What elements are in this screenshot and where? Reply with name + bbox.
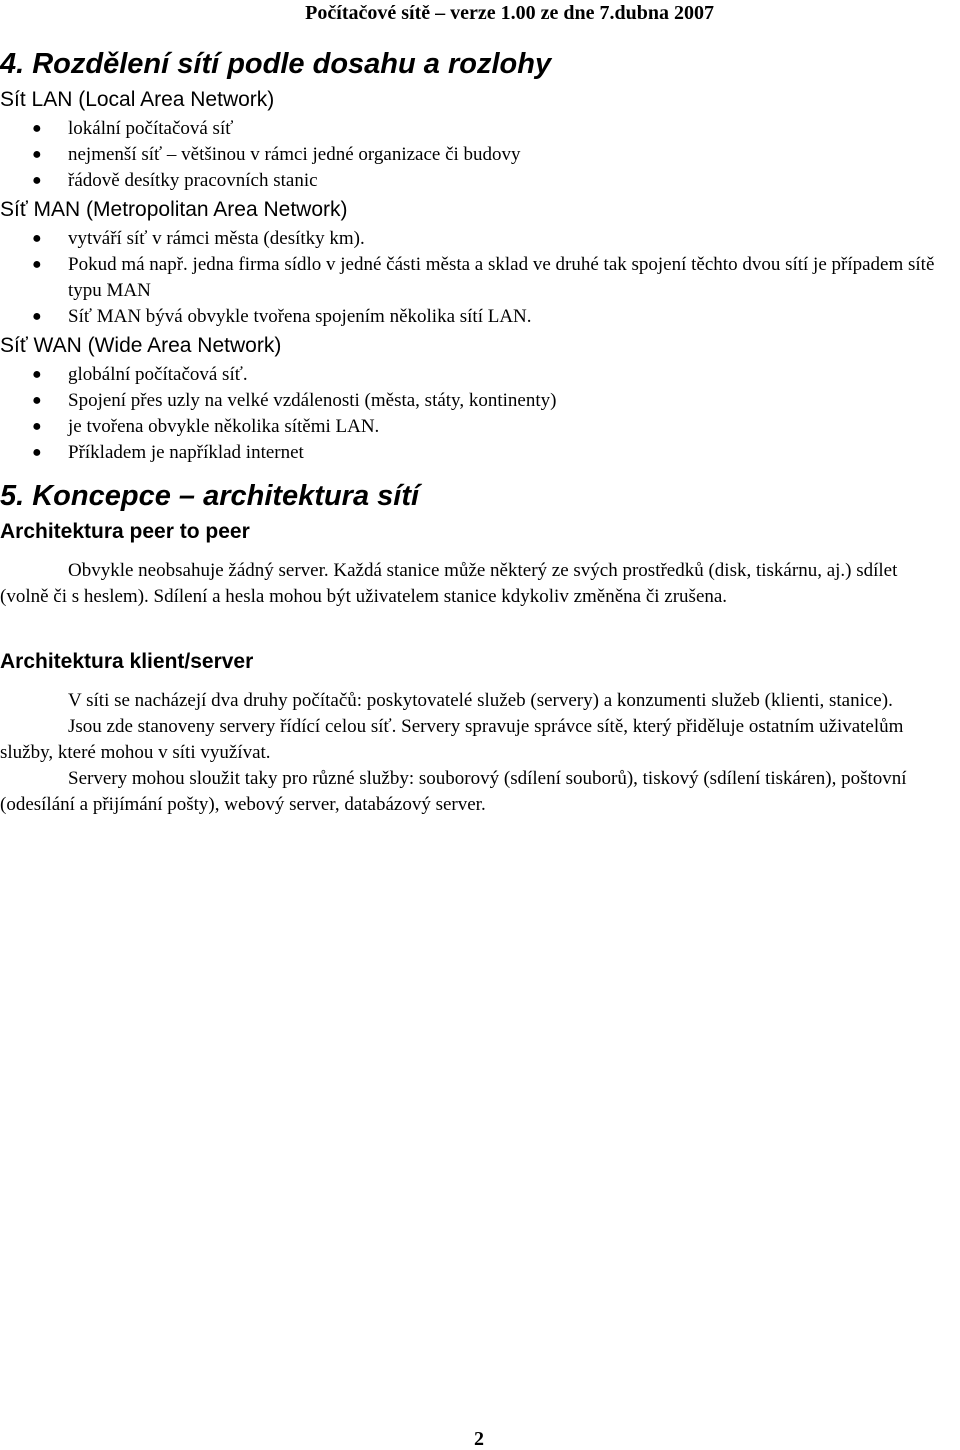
lan-heading: Sít LAN (Local Area Network) xyxy=(0,88,275,111)
bullet-icon: ● xyxy=(32,392,42,409)
bullet-icon: ● xyxy=(32,308,42,325)
running-header: Počítačové sítě – verze 1.00 ze dne 7.dubna 2007 xyxy=(305,2,714,24)
peer-to-peer-paragraph: Obvykle neobsahuje žádný server. Každá stanice může některý ze svých prostředků (disk, tiskárnu, aj.) sdílet (volně či s heslem). Sdílení a hesla mohou být uživatelem stanice kdykoliv změněna či zrušena. xyxy=(0,560,898,607)
man-heading: Síť MAN (Metropolitan Area Network) xyxy=(0,198,348,221)
bullet-icon: ● xyxy=(32,256,42,273)
list-item: ● vytváří síť v rámci města (desítky km). xyxy=(0,226,960,252)
wan-list xyxy=(0,362,960,466)
client-server-paragraph: Jsou zde stanoveny servery řídící celou síť. Servery spravuje správce sítě, který přiděluje ostatním uživatelům služby, které mohou v síti využívat. xyxy=(0,716,904,763)
bullet-icon: ● xyxy=(32,418,42,435)
client-server-heading: Architektura klient/server xyxy=(0,650,254,673)
peer-to-peer-heading: Architektura peer to peer xyxy=(0,520,250,543)
list-item: ● lokální počítačová síť xyxy=(0,116,960,142)
list-item: ● je tvořena obvykle několika sítěmi LAN. xyxy=(0,414,960,440)
bullet-icon: ● xyxy=(32,444,42,461)
list-item: ● Spojení přes uzly na velké vzdálenosti (města, státy, kontinenty) xyxy=(0,388,960,414)
bullet-icon: ● xyxy=(32,366,42,383)
list-item: ● nejmenší síť – většinou v rámci jedné organizace či budovy xyxy=(0,142,960,168)
document-body xyxy=(0,44,960,818)
bullet-icon: ● xyxy=(32,120,42,137)
spacer xyxy=(0,610,960,646)
list-item: ● Pokud má např. jedna firma sídlo v jedné části města a sklad ve druhé tak spojení těchto dvou sítí je případem sítě typu MAN xyxy=(32,254,935,301)
section-4-title: 4. Rozdělení sítí podle dosahu a rozlohy xyxy=(0,48,552,80)
bullet-icon: ● xyxy=(32,172,42,189)
lan-list xyxy=(0,116,960,194)
client-server-paragraph: Servery mohou sloužit taky pro různé služby: souborový (sdílení souborů), tiskový (sdílení tiskáren), poštovní (odesílání a přijímání pošty), webový server, databázový server. xyxy=(0,768,907,815)
page-number: 2 xyxy=(474,1428,484,1450)
list-item: ● globální počítačová síť. xyxy=(0,362,960,388)
list-item: ● Příkladem je například internet xyxy=(0,440,960,466)
bullet-icon: ● xyxy=(32,146,42,163)
list-item: ● řádově desítky pracovních stanic xyxy=(0,168,960,194)
section-5-title: 5. Koncepce – architektura sítí xyxy=(0,480,420,512)
spacer xyxy=(0,678,960,688)
bullet-icon: ● xyxy=(32,230,42,247)
list-item: ● Síť MAN bývá obvykle tvořena spojením několika sítí LAN. xyxy=(0,304,960,330)
wan-heading: Síť WAN (Wide Area Network) xyxy=(0,334,282,357)
client-server-paragraph: V síti se nacházejí dva druhy počítačů: poskytovatelé služeb (servery) a konzumenti služeb (klienti, stanice). xyxy=(68,690,893,711)
spacer xyxy=(0,466,960,476)
man-list xyxy=(0,226,960,330)
spacer xyxy=(0,548,960,558)
